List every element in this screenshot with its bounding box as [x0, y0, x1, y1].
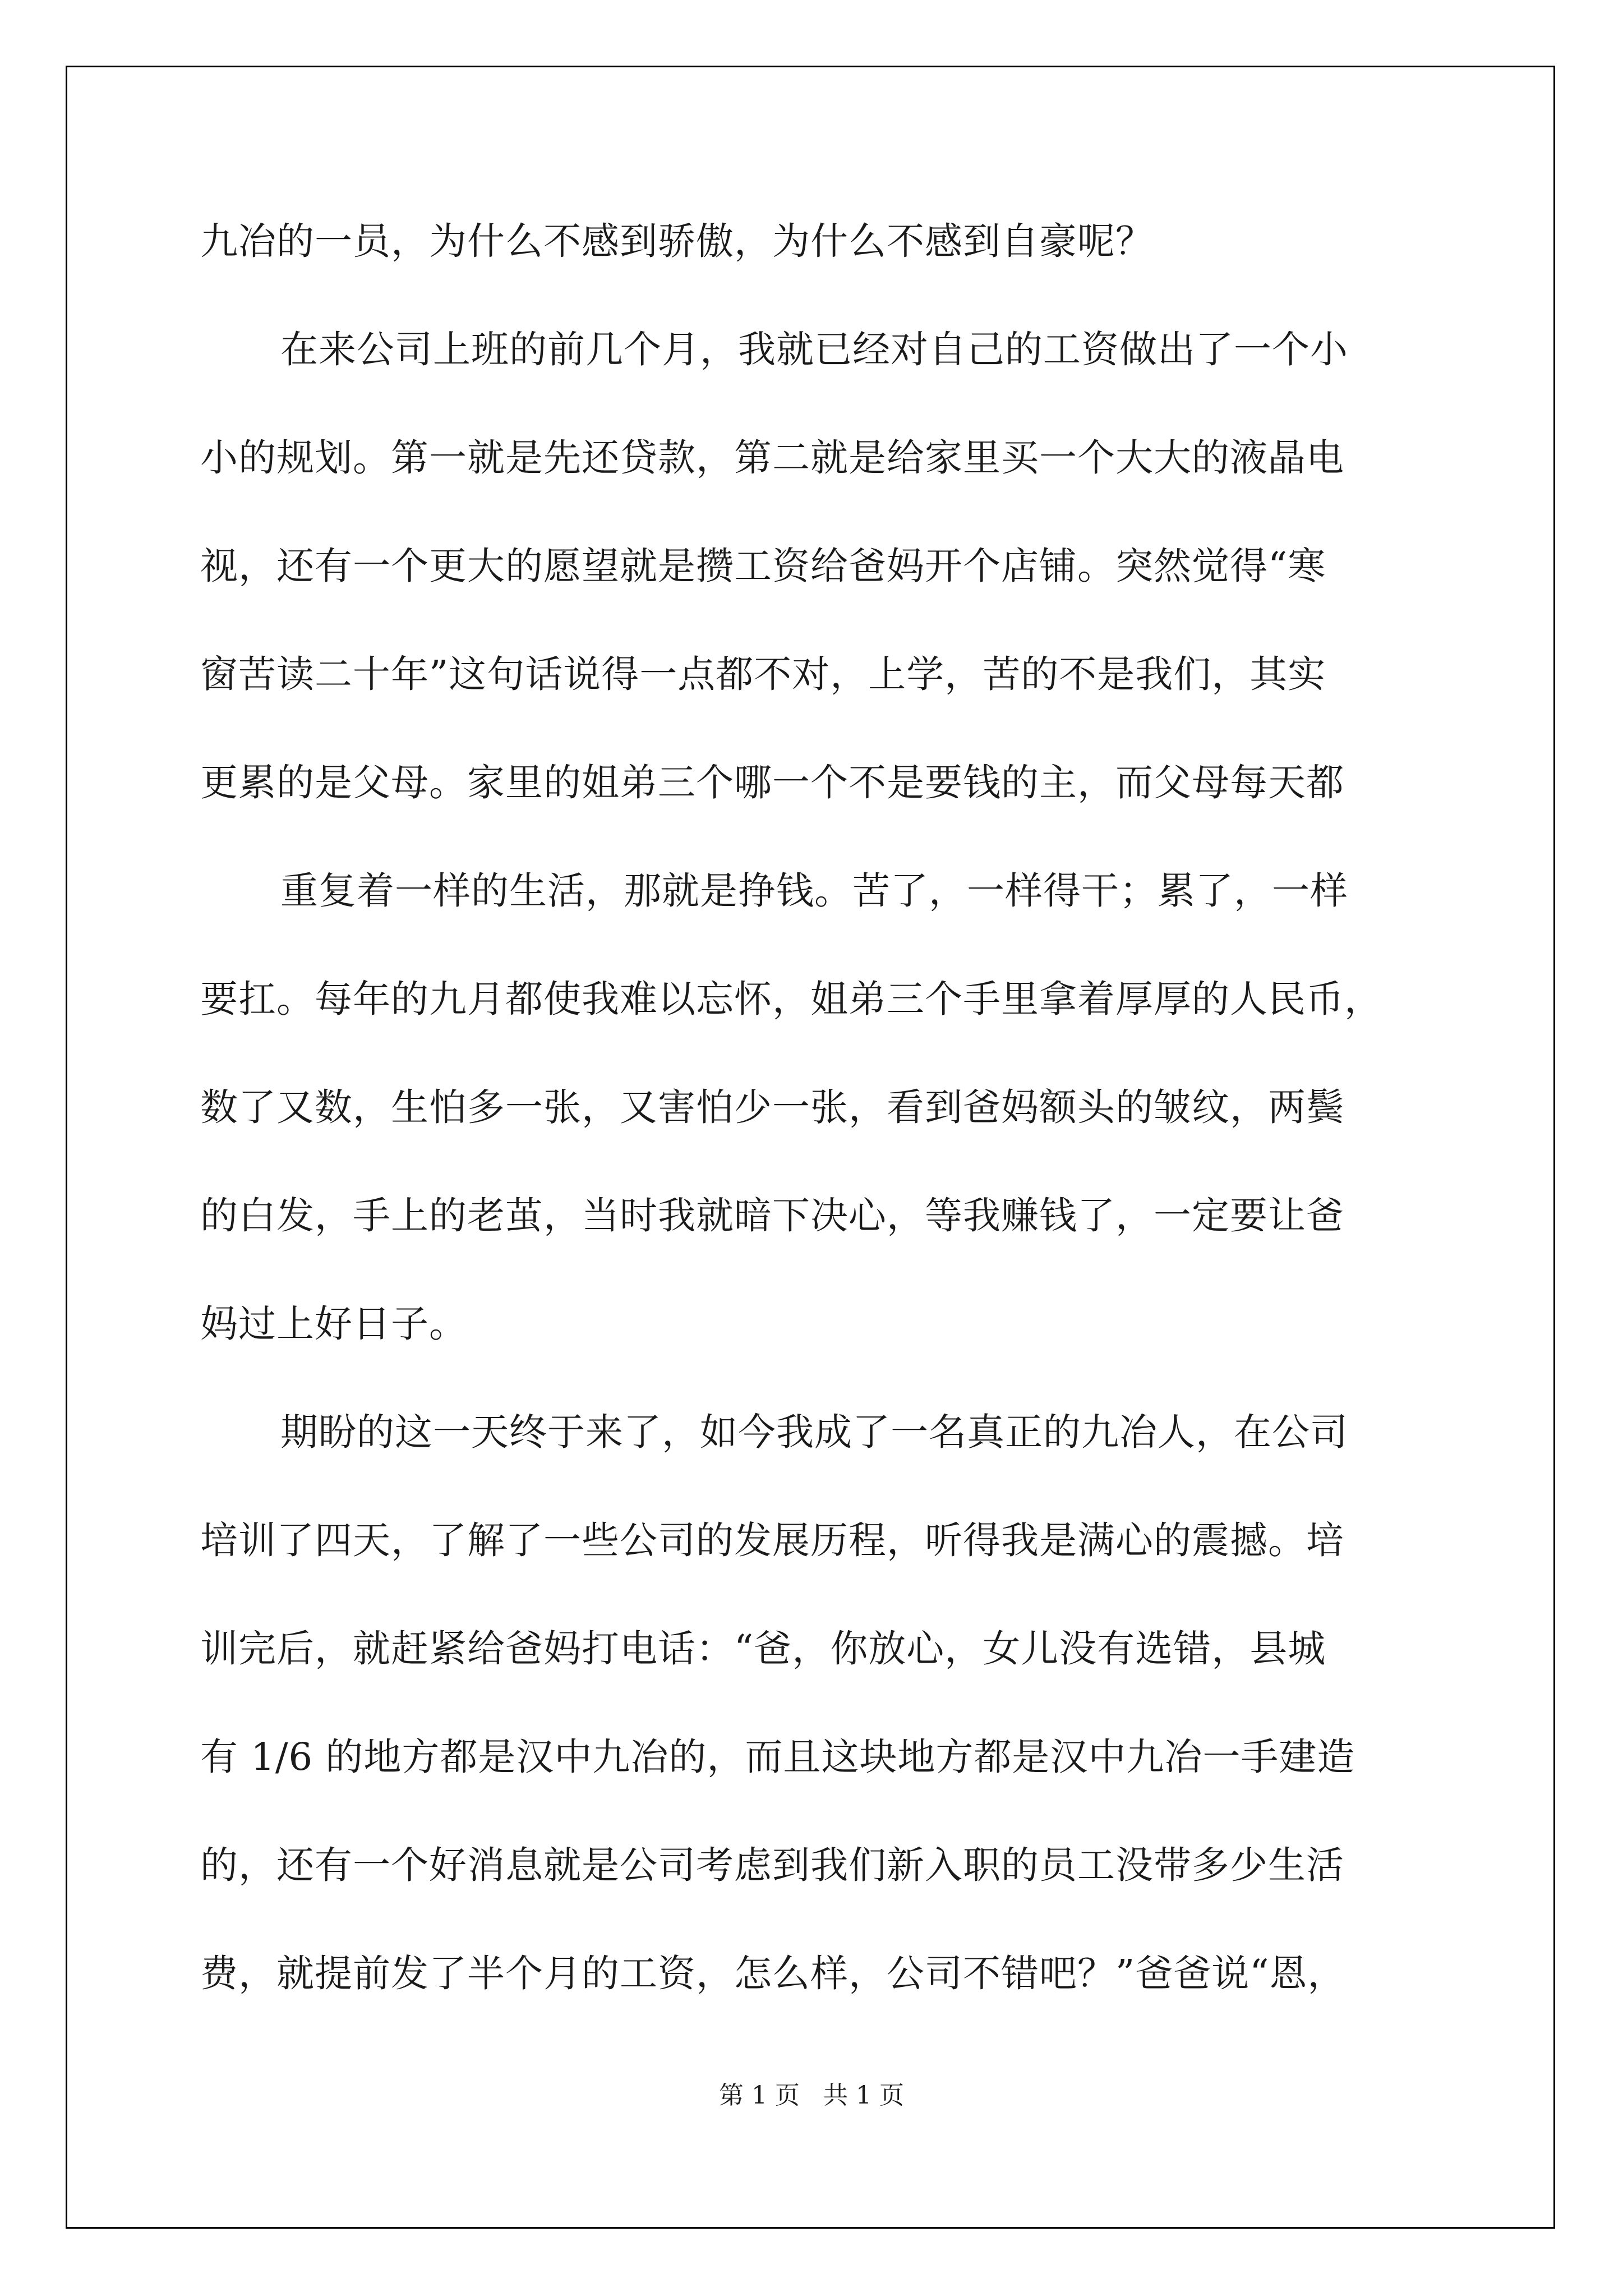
text-line-1: 九冶的一员，为什么不感到骄傲，为什么不感到自豪呢？: [200, 219, 1154, 263]
text-line-17: 费，就提前发了半个月的工资，怎么样，公司不错吧？”爸爸说“恩，: [200, 1952, 1346, 1995]
text-line-11: 妈过上好日子。: [200, 1302, 467, 1346]
text-line-16: 的，还有一个好消息就是公司考虑到我们新入职的员工没带多少生活: [200, 1843, 1344, 1887]
page-footer: 第 1 页 共 1 页: [719, 2081, 904, 2110]
text-line-2: 在来公司上班的前几个月，我就已经对自己的工资做出了一个小: [280, 328, 1348, 371]
text-line-14: 训完后，就赶紧给爸妈打电话：“爸，你放心，女儿没有选错，县城: [200, 1627, 1326, 1671]
text-line-10: 的白发，手上的老茧，当时我就暗下决心，等我赚钱了，一定要让爸: [200, 1194, 1344, 1237]
page-border: [66, 66, 1555, 2229]
text-line-15: 有 1/6 的地方都是汉中九冶的，而且这块地方都是汉中九冶一手建造: [200, 1735, 1355, 1779]
text-line-7: 重复着一样的生活，那就是挣钱。苦了，一样得干；累了，一样: [280, 869, 1348, 913]
text-line-6: 更累的是父母。家里的姐弟三个哪一个不是要钱的主，而父母每天都: [200, 761, 1344, 804]
text-line-13: 培训了四天，了解了一些公司的发展历程，听得我是满心的震撼。培: [200, 1519, 1344, 1562]
text-line-12: 期盼的这一天终于来了，如今我成了一名真正的九冶人，在公司: [280, 1410, 1348, 1454]
text-line-3: 小的规划。第一就是先还贷款，第二就是给家里买一个大大的液晶电: [200, 436, 1344, 480]
text-line-5: 窗苦读二十年”这句话说得一点都不对，上学，苦的不是我们，其实: [200, 652, 1326, 696]
text-line-4: 视，还有一个更大的愿望就是攒工资给爸妈开个店铺。突然觉得“寒: [200, 544, 1326, 588]
text-line-9: 数了又数，生怕多一张，又害怕少一张，看到爸妈额头的皱纹，两鬓: [200, 1085, 1344, 1129]
text-line-8: 要扛。每年的九月都使我难以忘怀，姐弟三个手里拿着厚厚的人民币，: [200, 977, 1382, 1021]
